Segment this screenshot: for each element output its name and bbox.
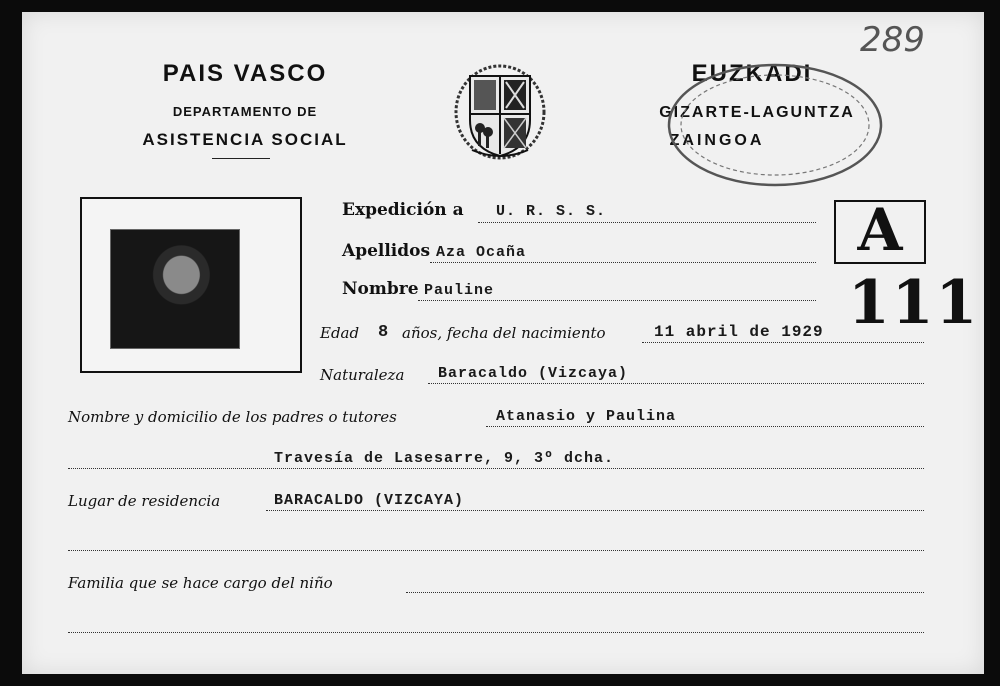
residencia-value: BARACALDO (VIZCAYA) <box>274 492 465 509</box>
record-card <box>22 12 984 674</box>
padres-address: Travesía de Lasesarre, 9, 3º dcha. <box>274 450 615 467</box>
header-left-title: PAIS VASCO <box>162 60 328 87</box>
familia-line-2 <box>68 632 924 633</box>
coat-of-arms-icon <box>452 62 548 162</box>
child-photo <box>110 229 240 349</box>
header-right-title: EUZKADI <box>691 60 813 87</box>
residencia-line-2 <box>68 550 924 551</box>
padres-address-line <box>68 468 924 469</box>
oval-stamp-icon <box>664 60 886 190</box>
header-left-department: ASISTENCIA SOCIAL <box>142 130 348 149</box>
apellidos-line <box>430 262 816 263</box>
padres-label: Nombre y domicilio de los padres o tutores <box>68 408 397 426</box>
nombre-value: Pauline <box>424 282 495 299</box>
padres-value: Atanasio y Paulina <box>496 408 677 425</box>
residencia-line <box>266 510 924 511</box>
nombre-label: Nombre <box>342 279 419 299</box>
apellidos-value: Aza Ocaña <box>436 244 527 261</box>
edad-value: 8 <box>378 323 390 342</box>
header-left-rule <box>212 158 270 159</box>
header-right-line2: ZAINGOA <box>669 132 765 149</box>
residencia-label: Lugar de residencia <box>68 492 221 510</box>
familia-line <box>406 592 924 593</box>
edad-mid-label: años, fecha del nacimiento <box>402 324 606 342</box>
familia-label: Familia que se hace cargo del niño <box>68 574 333 592</box>
expedicion-value: U. R. S. S. <box>496 203 607 220</box>
category-letter: A <box>857 196 903 264</box>
handwritten-number: 289 <box>860 20 925 60</box>
naturaleza-label: Naturaleza <box>320 366 405 384</box>
header-right-line1: GIZARTE-LAGUNTZA <box>659 104 855 121</box>
photo-frame <box>80 197 302 373</box>
edad-label: Edad <box>320 324 360 342</box>
naturaleza-line <box>428 383 924 384</box>
header-left-subtitle: DEPARTAMENTO DE <box>172 104 318 119</box>
padres-line <box>486 426 924 427</box>
category-number: 111 <box>848 268 980 338</box>
naturaleza-value: Baracaldo (Vizcaya) <box>438 365 629 382</box>
expedicion-line <box>478 222 816 223</box>
expedicion-label: Expedición a <box>342 200 464 220</box>
apellidos-label: Apellidos <box>342 241 431 261</box>
edad-line <box>642 342 924 343</box>
birth-date-value: 11 abril de 1929 <box>654 323 824 341</box>
nombre-line <box>418 300 816 301</box>
category-box <box>834 196 926 264</box>
